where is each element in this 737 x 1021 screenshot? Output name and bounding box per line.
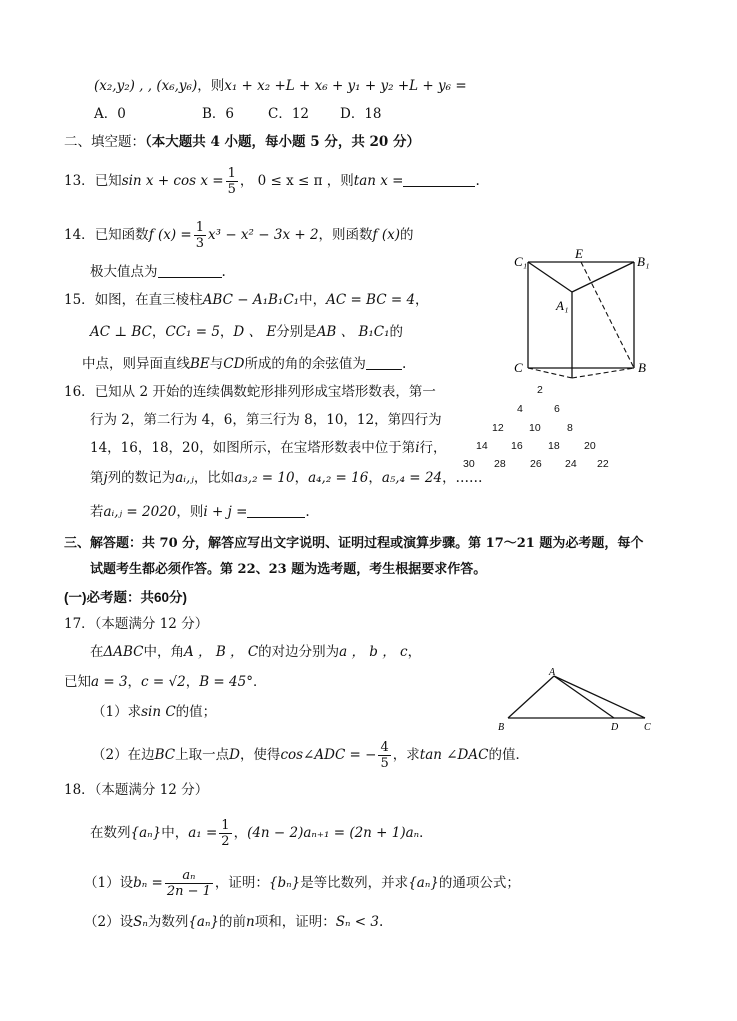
triangle-label-b: B (498, 722, 505, 733)
q17-part2 (92, 740, 529, 771)
q12-option-b: B．6 (202, 106, 235, 122)
question-16-line5: 若aᵢ,ⱼ = 2020，则i + j = . (90, 504, 310, 520)
q14-text: 已知函数 (94, 227, 149, 243)
q18-text: 项和，证明： (254, 914, 336, 930)
q18-text: 的前 (219, 914, 247, 930)
section2-note: （本大题共 4 小题，每小题 5 分，共 20 分） (145, 134, 421, 150)
q17-given-b: B = 45° (199, 674, 253, 690)
q17-text: ， (185, 674, 200, 690)
q14-text3: 的 (399, 227, 414, 243)
q15-text: 中， (299, 292, 327, 308)
tower-cell: 14 (476, 440, 488, 452)
question-15-line3: 中点，则异面直线BE与CD所成的角的余弦值为 . (82, 356, 407, 372)
tower-cell: 22 (597, 458, 609, 470)
q17-text: ，求 (392, 747, 420, 763)
q17-frac-num: 4 (380, 740, 389, 755)
q16-example: a₃,₂ = 10 (234, 470, 295, 486)
q15-text: ， (151, 324, 166, 340)
q13-cond: ， 0 ≤ x ≤ π ，则 (239, 173, 354, 189)
question-13: 13．已知sin x + cos x = $\frac{1}{5}$ ， 0 ≤ x ≤ π ，则tan x = . (64, 166, 480, 197)
q18-seq: {aₙ} (130, 825, 162, 841)
q18-bn-num: aₙ (165, 868, 213, 884)
q16-number: 16． (64, 384, 95, 400)
q17-text: 的值． (488, 747, 529, 763)
q16-text: 若 (90, 504, 104, 520)
tower-cell: 12 (492, 422, 504, 434)
tower-cell: 28 (494, 458, 506, 470)
q16-text: ，比如 (193, 470, 235, 486)
q17-text: ． (252, 674, 267, 690)
tower-cell: 24 (565, 458, 577, 470)
q18-text: 是等比数列，并求 (300, 875, 409, 891)
q18-heading: 18．（本题满分 12 分） (64, 782, 209, 798)
q17-given-a: a = 3 (91, 674, 128, 690)
q15-line-be: BE (190, 356, 210, 372)
triangle-label-c: C (644, 722, 651, 733)
q14-answer-blank[interactable] (158, 263, 222, 278)
q12-points: (x₂,y₂) , , (x₆,y₆) (94, 78, 198, 94)
question-15-line1 (64, 290, 429, 310)
q15-line-cd: CD (223, 356, 245, 372)
q17-line2 (64, 672, 266, 692)
q17-point-d: D (229, 747, 240, 763)
q17-frac-den: 5 (380, 756, 389, 771)
q13-expr: sin x + cos x = (121, 173, 224, 189)
q15-cond: AC = BC = 4 (326, 292, 416, 308)
triangle-figure (492, 666, 662, 736)
q18-bn-fraction (165, 868, 213, 899)
q18-text: （1）设 (84, 875, 134, 891)
q14-number: 14． (64, 227, 95, 243)
triangle-label-a: A (549, 667, 556, 678)
q16-ask: i + j = (203, 504, 248, 520)
q16-example: a₅,₄ = 24 (381, 470, 443, 486)
q17-cos: cos∠ADC = − (280, 747, 377, 763)
q16-text: 行， (419, 440, 447, 456)
q17-text: 中，角 (143, 644, 184, 660)
q14-rest: x³ − x² − 3x + 2 (208, 227, 319, 243)
q16-var-i: i (415, 440, 420, 456)
tower-cell: 18 (548, 440, 560, 452)
q13-frac-num: 1 (227, 166, 236, 181)
q18-ineq: Sₙ < 3 (335, 914, 379, 930)
q16-var-j: j (103, 470, 108, 486)
tower-cell: 4 (517, 403, 523, 415)
prism-label-c: C (514, 360, 523, 375)
q17-sides: a ， b ， c (339, 644, 408, 660)
tower-cell: 20 (584, 440, 596, 452)
prism-label-c1: C₁ (514, 254, 528, 269)
q17-text: ，使得 (239, 747, 281, 763)
q17-heading: 17．（本题满分 12 分） (64, 616, 209, 632)
question-14 (64, 220, 413, 251)
q18-recurrence: (4n − 2)aₙ₊₁ = (2n + 1)aₙ (247, 825, 420, 841)
q16-term: aᵢ,ⱼ (175, 470, 194, 486)
question-16-line3 (90, 438, 447, 458)
q12-line1 (94, 76, 467, 96)
q18-n: n (246, 914, 255, 930)
q18-text: . (378, 914, 384, 930)
tower-cell: 2 (537, 384, 543, 396)
q18-seq-b: {bₙ} (268, 875, 301, 891)
q16-text: ，则 (176, 504, 204, 520)
q14-frac-den: 3 (195, 236, 205, 251)
q16-text: 第 (90, 470, 104, 486)
q15-prism: ABC − A₁B₁C₁ (202, 292, 300, 308)
q13-number: 13． (64, 173, 95, 189)
section3-subheading: (一)必考题：共60分) (64, 590, 188, 605)
q15-cond: CC₁ = 5 (165, 324, 220, 340)
q12-options (94, 104, 382, 124)
q14-line2: 极大值点为 . (90, 264, 226, 280)
question-15-line2 (90, 322, 403, 342)
prism-label-e: E (575, 248, 583, 261)
tower-cell: 26 (530, 458, 542, 470)
q18-frac-den: 2 (221, 834, 230, 849)
q13-text: 已知 (94, 173, 122, 189)
q18-bn-den: 2n − 1 (166, 884, 211, 899)
q18-sn: Sₙ (133, 914, 148, 930)
q16-text: 列的数记为 (107, 470, 176, 486)
q15-text: 的 (389, 324, 404, 340)
q18-line1 (90, 818, 433, 849)
q17-triangle: ΔABC (103, 644, 144, 660)
q18-fraction (219, 818, 231, 849)
q18-a1: a₁ = (188, 825, 218, 841)
q15-text: 中点，则异面直线 (82, 356, 190, 372)
q12-expr: x₁ + x₂ +L + x₆ + y₁ + y₂ +L + y₆ = (224, 78, 467, 94)
q16-example: a₄,₂ = 16 (308, 470, 369, 486)
section2-title: 二、填空题： (64, 134, 145, 150)
q17-given-c: c = √2 (141, 674, 186, 690)
q14-fx: f (x) = (148, 227, 192, 243)
tower-cell: 10 (529, 422, 541, 434)
q14-ask: 极大值点为 (90, 264, 158, 280)
tower-cell: 6 (554, 403, 560, 415)
q14-text2: ，则函数 (318, 227, 373, 243)
q18-text: （2）设 (84, 914, 134, 930)
q17-tan: tan ∠DAC (419, 747, 489, 763)
tower-cell: 30 (463, 458, 475, 470)
q18-part2 (84, 912, 383, 932)
q12-option-d: D．18 (340, 106, 382, 122)
section2-heading (64, 132, 420, 152)
q18-text: 的通项公式； (438, 875, 520, 891)
q15-cond: AC ⊥ BC (90, 324, 152, 340)
q15-text: ， (415, 292, 429, 308)
q13-answer-blank[interactable] (403, 172, 475, 187)
q13-frac-den: 5 (227, 182, 236, 197)
q12-option-c: C．12 (268, 106, 310, 122)
q14-frac-num: 1 (195, 220, 205, 235)
q15-number: 15． (64, 292, 95, 308)
q17-text: 的对边分别为 (258, 644, 340, 660)
triangle-label-d: D (611, 722, 619, 733)
q12-option-a: A．0 (94, 106, 126, 122)
q17-text: （1）求 (92, 704, 142, 720)
question-16-line4 (90, 468, 483, 488)
q17-side-bc: BC (154, 747, 176, 763)
q15-points: D 、 E (233, 324, 277, 340)
q14-fraction (194, 220, 206, 251)
q18-text: ． (419, 825, 433, 841)
q12-text: ，则 (197, 78, 225, 94)
q18-seq-a: {aₙ} (188, 914, 220, 930)
section3-line2: 试题考生都必须作答。第 22、23 题为选考题，考生根据要求作答。 (90, 562, 487, 577)
q18-text: 为数列 (147, 914, 189, 930)
q18-text: 在数列 (90, 825, 131, 841)
q17-line1 (90, 642, 421, 662)
q16-text: ， (368, 470, 382, 486)
q16-answer-blank[interactable] (247, 503, 305, 518)
q16-text: 已知从 2 开始的连续偶数蛇形排列形成宝塔形数表，第一 (94, 384, 436, 400)
q17-text: ， (127, 674, 142, 690)
q17-text: 已知 (64, 674, 91, 690)
q15-text: 如图，在直三棱柱 (94, 292, 203, 308)
q15-text: 分别是 (276, 324, 317, 340)
prism-label-b: B (638, 360, 646, 375)
prism-figure (510, 248, 660, 388)
q18-text: ，证明： (214, 875, 269, 891)
q16-text: ，…… (442, 470, 483, 486)
section3-line1: 三、解答题：共 70 分，解答应写出文字说明、证明过程或演算步骤。第 17～21 题为必考题，每个 (64, 536, 644, 551)
q15-text: 与 (209, 356, 224, 372)
q17-text: ， (407, 644, 422, 660)
q16-text: 14，16，18，20，如图所示，在宝塔形数表中位于第 (90, 440, 416, 456)
q17-angles: A ， B ， C (184, 644, 259, 660)
q18-frac-num: 1 (221, 818, 230, 833)
q18-bn: bₙ = (133, 875, 163, 891)
q16-condition: aᵢ,ⱼ = 2020 (103, 504, 177, 520)
q18-text: ， (233, 825, 248, 841)
q16-text: ， (294, 470, 309, 486)
question-16-line2 (90, 410, 442, 430)
q17-text: 上取一点 (175, 747, 230, 763)
q14-fx2: f (x) (372, 227, 400, 243)
prism-label-b1: B₁ (637, 254, 650, 269)
q18-text: 中， (161, 825, 189, 841)
tower-cell: 8 (567, 422, 573, 434)
q15-text: 所成的角的余弦值为 (244, 356, 366, 372)
q17-part1 (92, 702, 216, 722)
question-16-line1 (64, 382, 436, 402)
q17-sinc: sin C (141, 704, 176, 720)
q15-answer-blank[interactable] (366, 355, 402, 370)
q13-fraction (226, 166, 238, 197)
q15-text: ， (219, 324, 234, 340)
q18-part1 (84, 868, 520, 899)
q17-text: 在 (90, 644, 104, 660)
q17-text: 的值； (175, 704, 217, 720)
q17-text: （2）在边 (92, 747, 155, 763)
prism-label-a1: A₁ (556, 298, 569, 313)
q15-segments: AB 、 B₁C₁ (316, 324, 390, 340)
q13-ask: tan x = (353, 173, 404, 189)
q17-fraction (378, 740, 390, 771)
q18-seq-a: {aₙ} (408, 875, 439, 891)
q16-text: 行为 2，第二行为 4，6，第三行为 8，10，12，第四行为 (90, 412, 442, 428)
tower-cell: 16 (511, 440, 523, 452)
